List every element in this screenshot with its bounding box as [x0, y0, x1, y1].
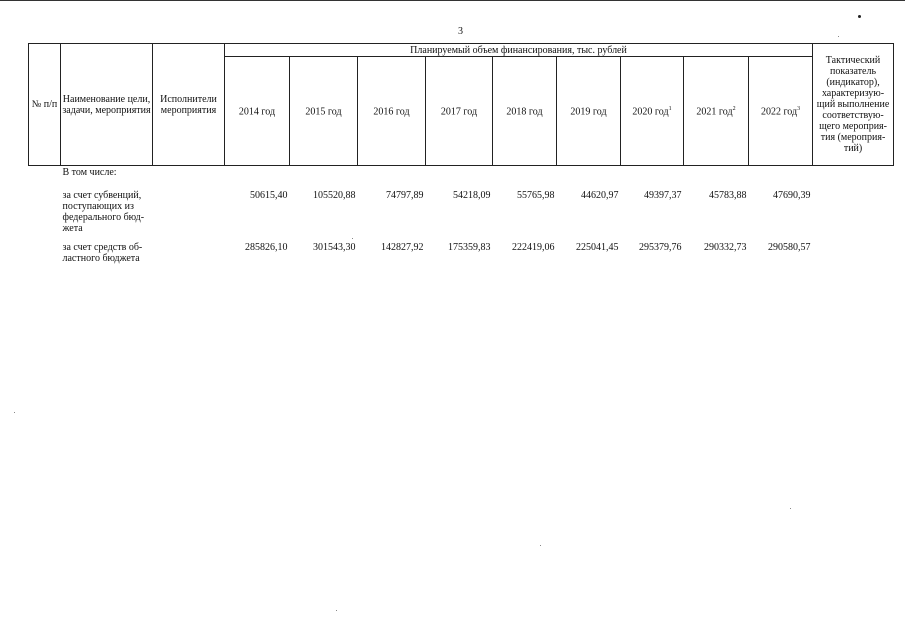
row-name: за счет субвенций, поступающих из федерального бюд-жета	[62, 190, 145, 234]
scan-speck	[336, 610, 337, 611]
header-year: 2015 год	[290, 57, 358, 166]
row-value: 44620,97	[581, 190, 619, 201]
header-year: 2017 год	[426, 57, 493, 166]
header-number: № п/п	[29, 44, 61, 166]
row-value: 301543,30	[313, 242, 356, 253]
row-value: 295379,76	[639, 242, 682, 253]
header-year: 2016 год	[358, 57, 426, 166]
row-name: за счет средств об-ластного бюджета	[62, 242, 143, 264]
row-value: 54218,09	[453, 190, 491, 201]
scan-dot	[858, 15, 861, 18]
header-year: 2018 год	[493, 57, 557, 166]
row-value: 47690,39	[773, 190, 811, 201]
scan-speck	[540, 545, 541, 546]
row-value: 142827,92	[381, 242, 424, 253]
row-value: 74797,89	[386, 190, 424, 201]
row-value: 225041,45	[576, 242, 619, 253]
table-row	[29, 234, 894, 264]
row-value: 49397,37	[644, 190, 682, 201]
row-value: 50615,40	[250, 190, 288, 201]
financing-table	[28, 43, 894, 264]
row-value: 290332,73	[704, 242, 747, 253]
table-row	[29, 178, 894, 234]
including-row	[29, 166, 894, 179]
page-number: 3	[458, 26, 463, 37]
top-border-line	[0, 0, 905, 1]
row-value: 105520,88	[313, 190, 356, 201]
header-year: 2019 год	[557, 57, 621, 166]
header-year: 2021 год$^2$	[684, 57, 749, 166]
scan-speck	[14, 412, 15, 413]
row-value: 45783,88	[709, 190, 747, 201]
scan-speck	[790, 508, 791, 509]
header-year: 2020 год$^1$	[621, 57, 684, 166]
row-value: 222419,06	[512, 242, 555, 253]
header-indicator: Тактический показатель (индикатор), характеризую-щий выполнение соответствую-щего мероприя-тия (мероприя-тий)	[813, 44, 894, 166]
row-value: 55765,98	[517, 190, 555, 201]
including-label: В том числе:	[62, 167, 117, 178]
header-year: 2022 год$^3$	[749, 57, 813, 166]
row-value: 175359,83	[448, 242, 491, 253]
header-year: 2014 год	[225, 57, 290, 166]
row-value: 290580,57	[768, 242, 811, 253]
header-name: Наименование цели, задачи, мероприятия	[61, 44, 153, 166]
scan-speck	[352, 238, 353, 239]
scan-speck	[838, 36, 839, 37]
row-value: 285826,10	[245, 242, 288, 253]
header-executors: Исполнители мероприятия	[153, 44, 225, 166]
header-financing-group: Планируемый объем финансирования, тыс. рублей	[225, 44, 813, 57]
